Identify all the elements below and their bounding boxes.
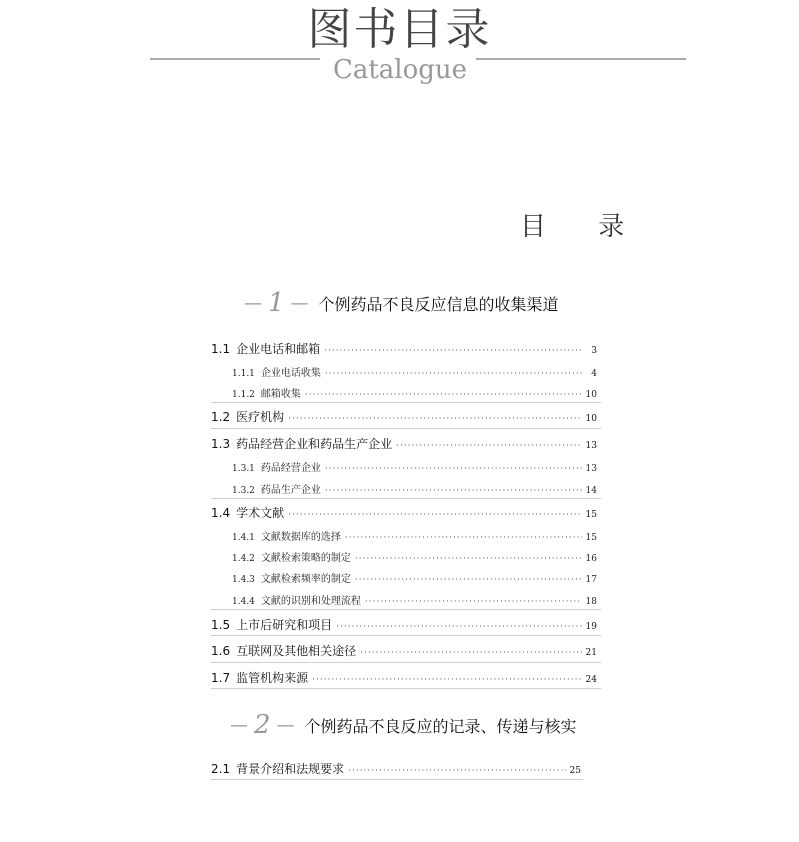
toc-entry-page: 18 [585, 597, 597, 607]
toc-leader-dots [325, 464, 582, 474]
toc-entry-text: 学术文献 [236, 506, 285, 520]
toc-separator [211, 779, 583, 780]
catalogue-subtitle: Catalogue [332, 55, 468, 85]
toc-entry-text: 企业电话和邮箱 [236, 342, 321, 356]
toc-entry-1-1-2[interactable] [232, 385, 597, 400]
toc-leader-dots [345, 533, 582, 543]
toc-leader-dots [312, 675, 581, 685]
toc-entry-text: 药品经营企业 [260, 463, 321, 474]
toc-separator [211, 688, 601, 689]
toc-separator [211, 609, 601, 610]
toc-entry-page: 21 [585, 648, 597, 658]
chapter-deco-left: — [230, 714, 248, 736]
toc-entry-number: 1.3.1 [232, 464, 255, 474]
toc-entry-text: 文献的识别和处理流程 [260, 596, 361, 607]
toc-entry-1-1-1[interactable] [232, 364, 597, 379]
header-rule-left [150, 58, 320, 60]
toc-entry-page: 24 [585, 675, 597, 685]
toc-leader-dots [355, 554, 582, 564]
toc-leader-dots [396, 441, 581, 451]
toc-entry-number: 1.1.2 [232, 390, 255, 400]
toc-entry-1-4-2[interactable] [232, 549, 597, 564]
toc-entry-1-2[interactable] [211, 408, 597, 425]
chapter-deco-right: — [276, 714, 295, 736]
chapter-title: 个例药品不良反应信息的收集渠道 [318, 294, 559, 314]
toc-entry-1-4-3[interactable] [232, 570, 597, 585]
toc-leader-dots [288, 414, 581, 424]
chapter-heading-1 [244, 288, 559, 318]
toc-entry-1-4[interactable] [211, 504, 597, 521]
toc-leader-dots [360, 648, 581, 658]
toc-entry-1-1[interactable] [211, 340, 597, 357]
chapter-title: 个例药品不良反应的记录、传递与核实 [304, 716, 577, 736]
toc-leader-dots [336, 622, 581, 632]
toc-entry-number: 1.4.2 [232, 554, 255, 564]
toc-entry-page: 13 [585, 464, 597, 474]
toc-leader-dots [365, 597, 582, 607]
toc-separator [211, 428, 601, 429]
toc-entry-page: 3 [591, 346, 597, 356]
toc-leader-dots [355, 575, 582, 585]
toc-entry-number: 1.1.1 [232, 369, 255, 379]
toc-entry-number: 1.2 [211, 410, 231, 424]
toc-entry-text: 药品生产企业 [260, 485, 321, 496]
toc-leader-dots [325, 369, 583, 379]
toc-entry-text: 背景介绍和法规要求 [236, 762, 345, 776]
toc-entry-text: 文献数据库的选择 [260, 532, 341, 543]
toc-entry-page: 15 [585, 510, 597, 520]
toc-entry-number: 1.6 [211, 644, 231, 658]
toc-entry-page: 19 [585, 622, 597, 632]
chapter-number: 2 [254, 710, 271, 740]
toc-entry-page: 25 [569, 766, 581, 776]
toc-entry-text: 文献检索频率的制定 [260, 574, 351, 585]
chapter-deco-right: — [290, 292, 309, 314]
toc-entry-page: 15 [585, 533, 597, 543]
toc-entry-text: 邮箱收集 [260, 389, 301, 400]
toc-entry-number: 1.3 [211, 437, 231, 451]
toc-entry-1-6[interactable] [211, 642, 597, 659]
toc-entry-1-3[interactable] [211, 435, 597, 452]
chapter-heading-2 [230, 710, 577, 740]
toc-entry-number: 2.1 [211, 762, 231, 776]
toc-entry-page: 16 [585, 554, 597, 564]
toc-entry-page: 10 [585, 414, 597, 424]
toc-separator [211, 402, 601, 403]
toc-entry-page: 17 [585, 575, 597, 585]
toc-heading: 目 录 [520, 212, 647, 242]
toc-entry-text: 文献检索策略的制定 [260, 553, 351, 564]
toc-entry-text: 企业电话收集 [260, 368, 321, 379]
toc-entry-1-3-2[interactable] [232, 481, 597, 496]
toc-entry-page: 4 [591, 369, 597, 379]
toc-entry-page: 13 [585, 441, 597, 451]
toc-entry-text: 医疗机构 [236, 410, 285, 424]
toc-entry-number: 1.1 [211, 342, 231, 356]
toc-entry-text: 互联网及其他相关途径 [236, 644, 357, 658]
chapter-deco-left: — [244, 292, 262, 314]
toc-leader-dots [348, 766, 565, 776]
toc-entry-1-7[interactable] [211, 669, 597, 686]
toc-leader-dots [324, 346, 583, 356]
toc-leader-dots [288, 510, 581, 520]
toc-entry-number: 1.4.3 [232, 575, 255, 585]
toc-leader-dots [305, 390, 582, 400]
toc-separator [211, 635, 601, 636]
chapter-number: 1 [268, 288, 285, 318]
toc-entry-1-3-1[interactable] [232, 459, 597, 474]
toc-entry-2-1[interactable] [211, 760, 581, 777]
toc-entry-number: 1.3.2 [232, 486, 255, 496]
header-rule-right [476, 58, 686, 60]
toc-entry-number: 1.5 [211, 618, 231, 632]
toc-entry-number: 1.7 [211, 671, 231, 685]
toc-leader-dots [325, 486, 582, 496]
toc-entry-text: 药品经营企业和药品生产企业 [236, 437, 393, 451]
catalogue-title: 图书目录 [307, 4, 492, 55]
toc-entry-number: 1.4.4 [232, 597, 255, 607]
toc-entry-1-4-4[interactable] [232, 592, 597, 607]
toc-entry-number: 1.4.1 [232, 533, 255, 543]
toc-entry-page: 10 [585, 390, 597, 400]
toc-separator [211, 662, 601, 663]
toc-entry-1-4-1[interactable] [232, 528, 597, 543]
toc-entry-page: 14 [585, 486, 597, 496]
toc-entry-number: 1.4 [211, 506, 231, 520]
toc-entry-text: 监管机构来源 [236, 671, 309, 685]
toc-entry-1-5[interactable] [211, 616, 597, 633]
toc-separator [211, 498, 601, 499]
toc-entry-text: 上市后研究和项目 [236, 618, 333, 632]
